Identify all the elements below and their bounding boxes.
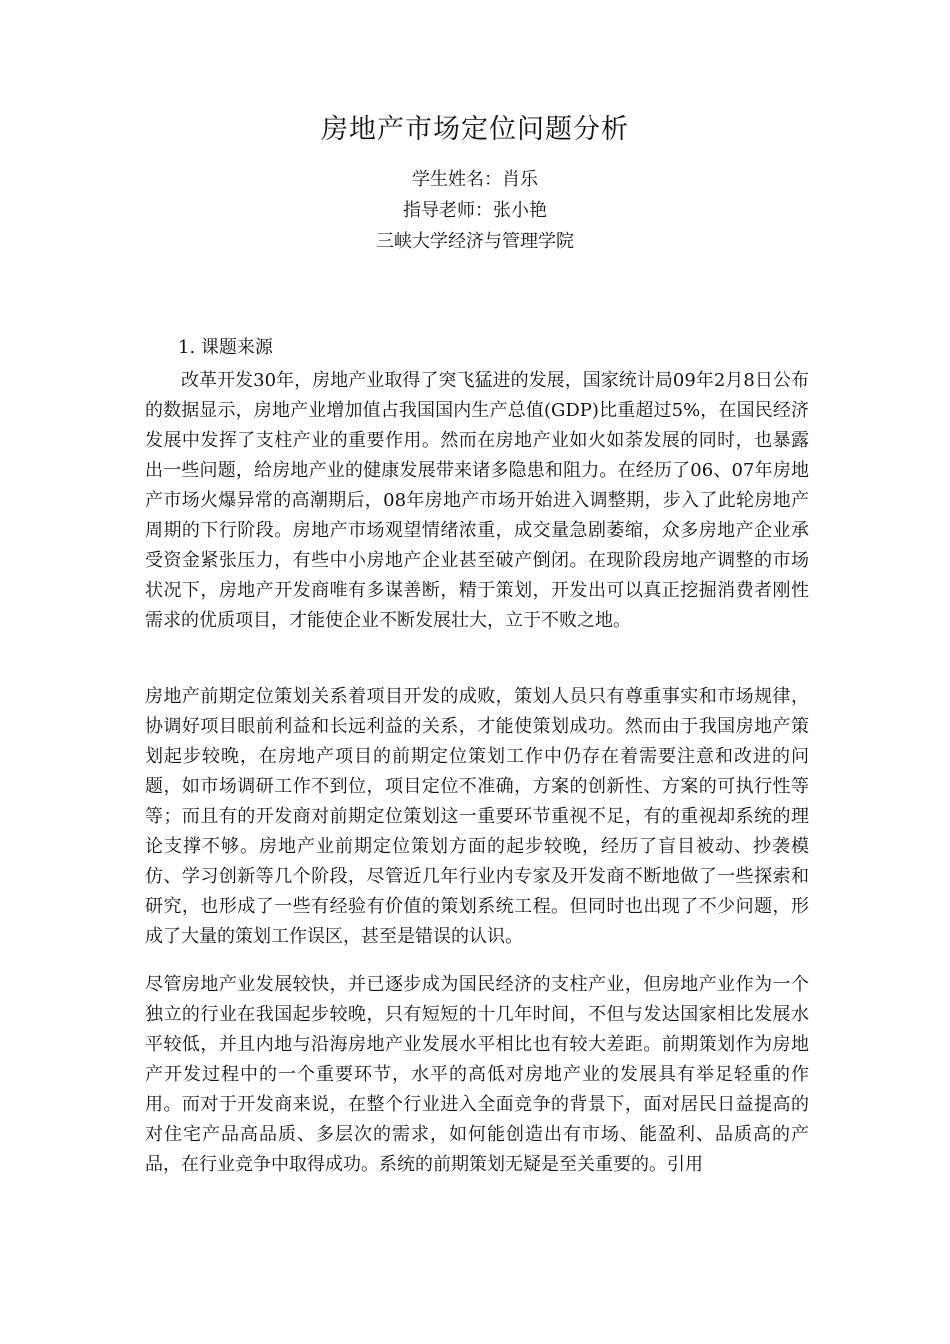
section-heading: 1. 课题来源 <box>178 337 273 358</box>
advisor-name-line: 指导老师：张小艳 <box>403 200 547 221</box>
body-paragraph: 改革开发30年，房地产业取得了突飞猛进的发展，国家统计局09年2月8日公布的数据显示，房地产业增加值占我国国内生产总值(GDP)比重超过5%，在国民经济发展中发挥了支柱产业的重要作用。然而在房地产业如火如荼发展的同时，也暴露出一些问题，给房地产业的健康发展带来诸多隐患和阻力。在经历了06、07年房地产市场火爆异常的高潮期后，08年房地产市场开始进入调整期，步入了此轮房地产周期的下行阶段。房地产市场观望情绪浓重，成交量急剧萎缩，众多房地产企业承受资金紧张压力，有些中小房地产企业甚至破产倒闭。在现阶段房地产调整的市场状况下，房地产开发商唯有多谋善断，精于策划，开发出可以真正挖掘消费者刚性需求的优质项目，才能使企业不断发展壮大，立于不败之地。 <box>145 370 809 631</box>
school-name-line: 三峡大学经济与管理学院 <box>376 231 574 252</box>
document-title: 房地产市场定位问题分析 <box>321 114 629 145</box>
body-paragraph: 房地产前期定位策划关系着项目开发的成败，策划人员只有尊重事实和市场规律，协调好项目眼前利益和长远利益的关系，才能使策划成功。然而由于我国房地产策划起步较晚，在房地产项目的前期定位策划工作中仍存在着需要注意和改进的问题，如市场调研工作不到位，项目定位不准确，方案的创新性、方案的可执行性等等；而且有的开发商对前期定位策划这一重要环节重视不足，有的重视却系统的理论支撑不够。房地产业前期定位策划方面的起步较晚，经历了盲目被动、抄袭模仿、学习创新等几个阶段，尽管近几年行业内专家及开发商不断地做了一些探索和研究，也形成了一些有经验有价值的策划系统工程。但同时也出现了不少问题，形成了大量的策划工作误区，甚至是错误的认识。 <box>145 686 809 947</box>
student-name-line: 学生姓名：肖乐 <box>412 169 538 190</box>
body-paragraph: 尽管房地产业发展较快，并已逐步成为国民经济的支柱产业，但房地产业作为一个独立的行业在我国起步较晚，只有短短的十几年时间，不但与发达国家相比发展水平较低，并且内地与沿海房地产业发展水平相比也有较大差距。前期策划作为房地产开发过程中的一个重要环节，水平的高低对房地产业的发展具有举足轻重的作用。而对于开发商来说，在整个行业进入全面竞争的背景下，面对居民日益提高的对住宅产品高品质、多层次的需求，如何能创造出有市场、能盈利、品质高的产品，在行业竞争中取得成功。系统的前期策划无疑是至关重要的。引用 <box>145 974 809 1175</box>
